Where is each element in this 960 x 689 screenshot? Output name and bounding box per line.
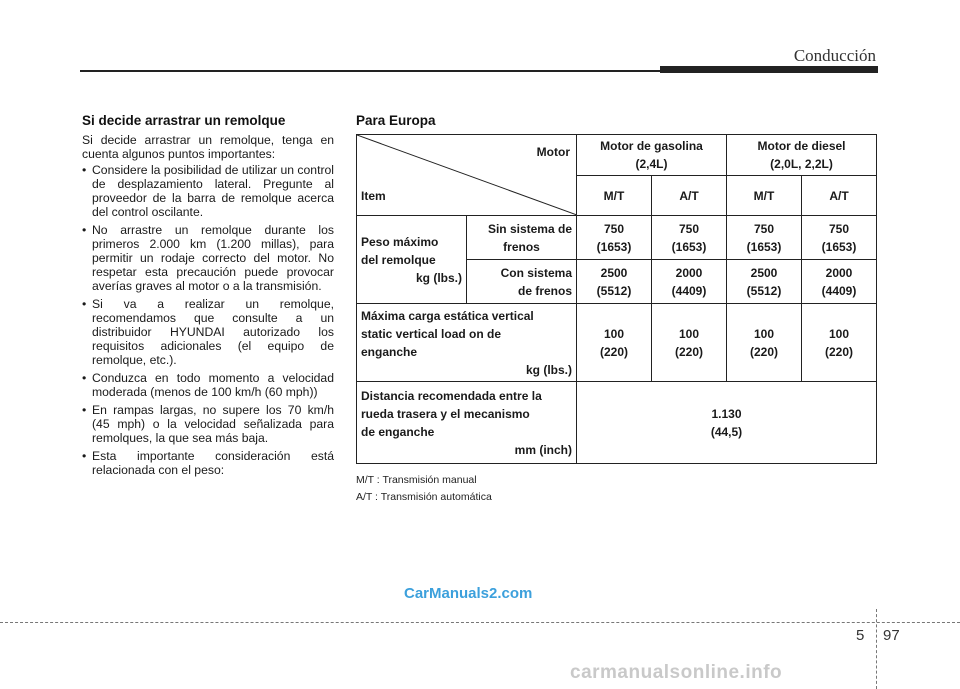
- table-cell: 2000 (4409): [802, 260, 877, 304]
- corner-motor-label: Motor: [536, 145, 570, 159]
- with-brakes-label: Con sistema de frenos: [467, 260, 577, 304]
- corner-item-label: Item: [361, 189, 386, 203]
- hitch-distance-label: Distancia recomendada entre la rueda trasera y el mecanismo de enganche mm (inch): [357, 382, 577, 464]
- gasoline-header: Motor de gasolina (2,4L): [577, 135, 727, 176]
- list-item: • No arrastre un remolque durante los primeros 2.000 km (1.200 millas), para permitir un rodaje correcto del motor. No respetar esta precaución puede provocar averías graves al motor o a la transmisión.: [82, 223, 334, 293]
- note-at: A/T : Transmisión automática: [356, 491, 492, 503]
- bullet-icon: •: [82, 163, 87, 177]
- bullet-icon: •: [82, 223, 87, 237]
- bullet-icon: •: [82, 449, 87, 463]
- at-header: A/T: [652, 176, 727, 216]
- towing-spec-table: [356, 134, 877, 464]
- bullet-icon: •: [82, 297, 87, 311]
- list-item: • En rampas largas, no supere los 70 km/h (45 mph) o la velocidad señalizada para remolques, la que sea más baja.: [82, 403, 334, 445]
- left-column: [82, 113, 334, 481]
- header-bar: [660, 66, 878, 73]
- max-trailer-weight-label: Peso máximo del remolque kg (lbs.): [357, 216, 467, 304]
- section-heading: Si decide arrastrar un remolque: [82, 113, 286, 128]
- table-cell: 100 (220): [652, 304, 727, 382]
- hitch-distance-value: 1.130 (44,5): [577, 382, 877, 464]
- mt-header: M/T: [577, 176, 652, 216]
- tips-list: [82, 163, 334, 477]
- table-heading: Para Europa: [356, 113, 436, 128]
- diesel-header: Motor de diesel (2,0L, 2,2L): [727, 135, 877, 176]
- footer-rule: [0, 622, 960, 623]
- table-cell: 2000 (4409): [652, 260, 727, 304]
- without-brakes-label: Sin sistema de frenos: [467, 216, 577, 260]
- list-item: • Si va a realizar un remolque, recomendamos que consulte a un distribuidor HYUNDAI autorizado los requisitos adicionales (el equipo de remolque, etc.).: [82, 297, 334, 367]
- at-header: A/T: [802, 176, 877, 216]
- max-vertical-load-label: Máxima carga estática vertical static vertical load on de enganche kg (lbs.): [357, 304, 577, 382]
- list-item: • Considere la posibilidad de utilizar un control de desplazamiento lateral. Pregunte al proveedor de la barra de remolque acerca del control oscilante.: [82, 163, 334, 219]
- table-cell: 100 (220): [802, 304, 877, 382]
- table-cell: 100 (220): [577, 304, 652, 382]
- intro-text: Si decide arrastrar un remolque, tenga en cuenta algunos puntos importantes:: [82, 133, 334, 161]
- table-cell: 750 (1653): [727, 216, 802, 260]
- list-item: • Esta importante consideración está relacionada con el peso:: [82, 449, 334, 477]
- bullet-icon: •: [82, 371, 87, 385]
- table-cell: 2500 (5512): [727, 260, 802, 304]
- note-mt: M/T : Transmisión manual: [356, 474, 477, 486]
- table-notes: [356, 472, 492, 506]
- watermark-link[interactable]: CarManuals2.com: [404, 585, 533, 602]
- page-number: 97: [883, 627, 900, 644]
- table-cell: 750 (1653): [652, 216, 727, 260]
- header-rule: [80, 70, 660, 72]
- table-cell: 750 (1653): [577, 216, 652, 260]
- footer-divider: [876, 609, 877, 689]
- table-cell: 2500 (5512): [577, 260, 652, 304]
- table-cell: 100 (220): [727, 304, 802, 382]
- chapter-number: 5: [856, 627, 865, 644]
- list-item: • Conduzca en todo momento a velocidad moderada (menos de 100 km/h (60 mph)): [82, 371, 334, 399]
- chapter-title: Conducción: [793, 46, 876, 65]
- mt-header: M/T: [727, 176, 802, 216]
- table-cell: 750 (1653): [802, 216, 877, 260]
- bullet-icon: •: [82, 403, 87, 417]
- site-watermark: carmanualsonline.info: [570, 662, 783, 683]
- table-corner-header: [357, 135, 577, 216]
